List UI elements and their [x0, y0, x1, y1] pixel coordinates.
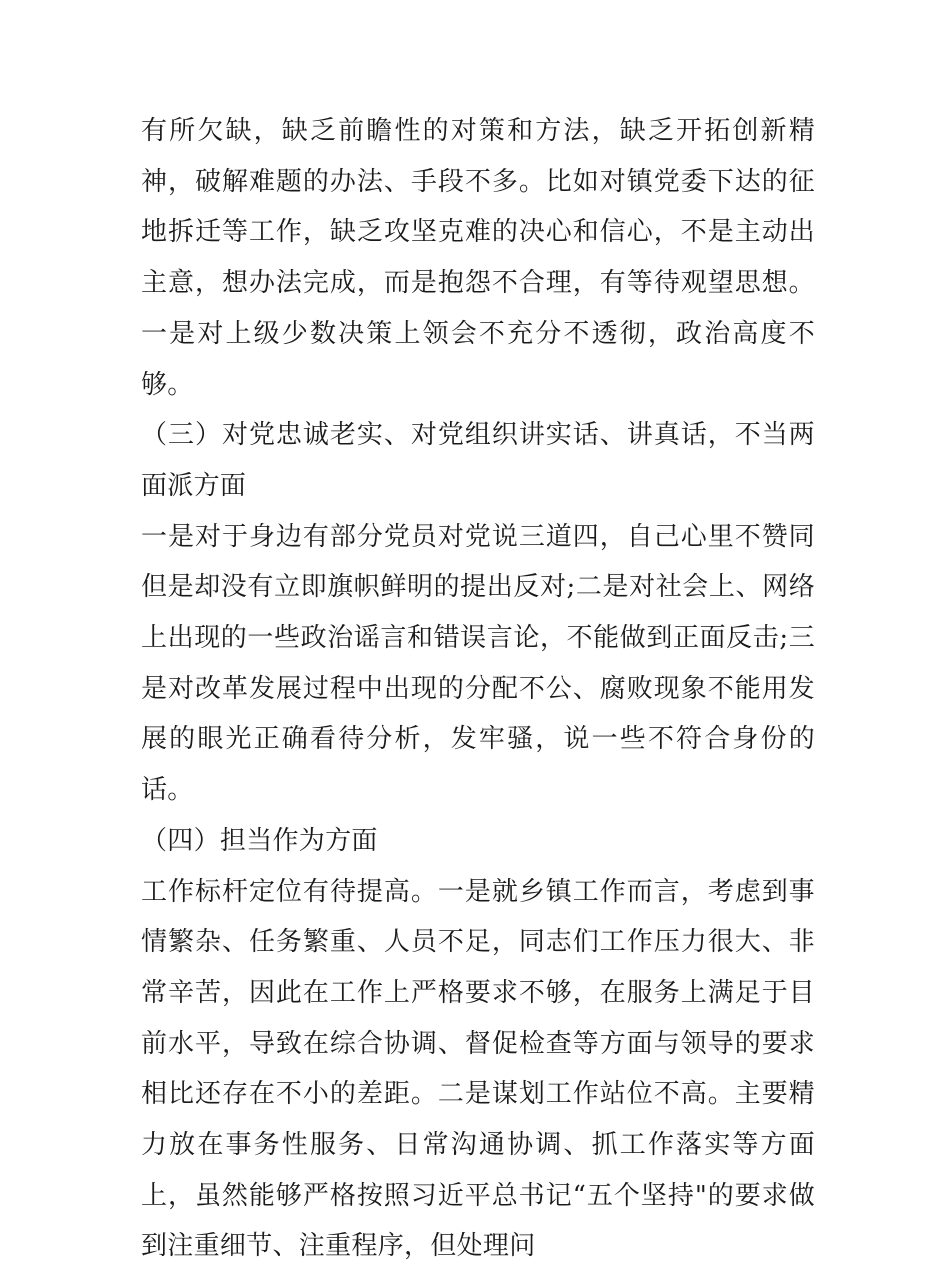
section-heading-3: （三）对党忠诚老实、对党组织讲实话、讲真话，不当两面派方面	[141, 420, 815, 501]
paragraph-3: 工作标杆定位有待提高。一是就乡镇工作而言，考虑到事情繁杂、任务繁重、人员不足，同志们工作压力很大、非常辛苦，因此在工作上严格要求不够，在服务上满足于目前水平，导致在综合协调、督促检查等方面与领导的要求相比还存在不小的差距。二是谋划工作站位不高。主要精力放在事务性服务、日常沟通协调、抓工作落实等方面上，虽然能够严格按照习近平总书记“五个坚持"的要求做到注重细节、注重程序，但处理问	[141, 876, 815, 1262]
paragraph-1: 有所欠缺，缺乏前瞻性的对策和方法，缺乏开拓创新精神，破解难题的办法、手段不多。比如对镇党委下达的征地拆迁等工作，缺乏攻坚克难的决心和信心，不是主动出主意，想办法完成，而是抱怨不合理，有等待观望思想。一是对上级少数决策上领会不充分不透彻，政治高度不够。	[141, 116, 815, 400]
paragraph-2: 一是对于身边有部分党员对党说三道四，自己心里不赞同但是却没有立即旗帜鲜明的提出反对;二是对社会上、网络上出现的一些政治谣言和错误言论，不能做到正面反击;三是对改革发展过程中出现的分配不公、腐败现象不能用发展的眼光正确看待分析，发牢骚，说一些不符合身份的话。	[141, 521, 815, 806]
document-body	[141, 106, 815, 1272]
section-heading-4: （四）担当作为方面	[141, 825, 378, 856]
